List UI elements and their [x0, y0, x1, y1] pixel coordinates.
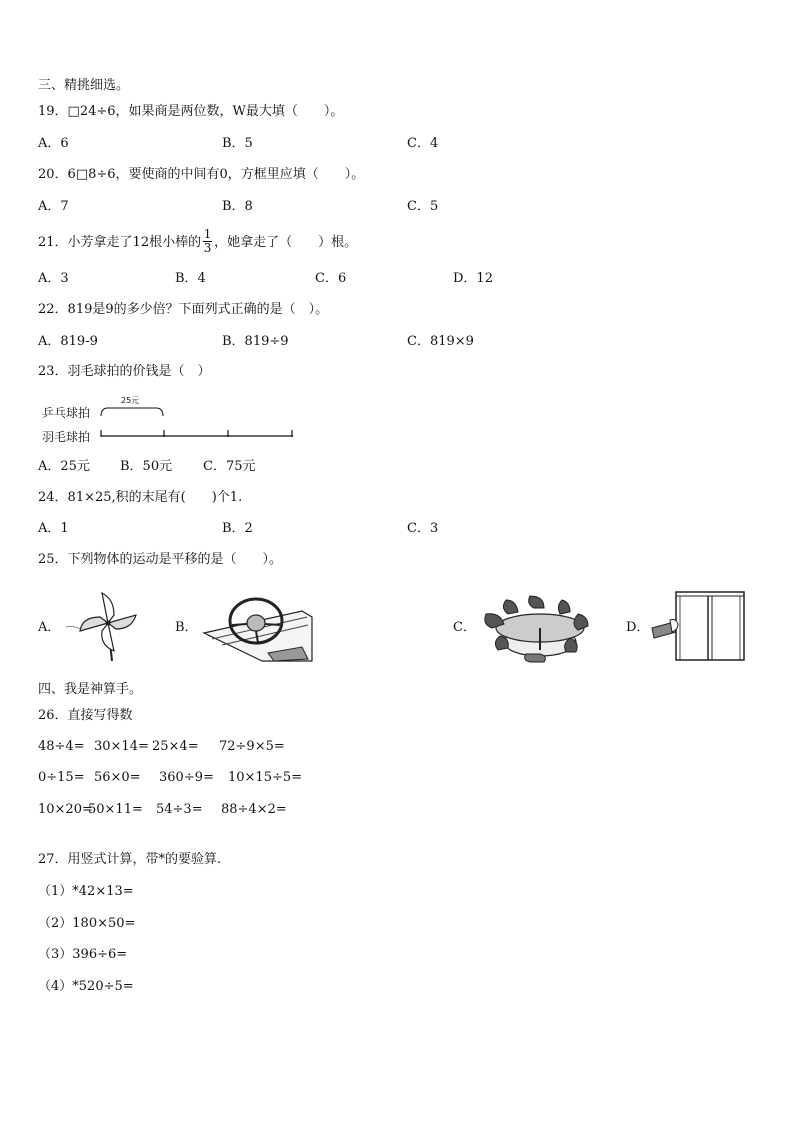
section-title: 四、我是神算手。 [38, 682, 143, 697]
q20-option-c: C．5 [407, 199, 439, 214]
q19-option-a: A．6 [38, 136, 69, 151]
q21-option-a: A．3 [38, 271, 69, 286]
calc-item: 360÷9= [159, 770, 214, 785]
vertical-calc-item: （3）396÷6= [38, 947, 128, 962]
q25-option-d: D． [626, 620, 650, 635]
section-title: 三、精挑细选。 [38, 78, 130, 93]
vertical-calc-item: （1）*42×13= [38, 884, 134, 899]
question-22: 22．819是9的多少倍？下面列式正确的是（ ）。 [38, 302, 329, 317]
q23-option-a: A．25元 [38, 459, 90, 474]
calc-item: 88÷4×2= [221, 802, 287, 817]
calc-item: 54÷3= [156, 802, 203, 817]
vertical-calc-item: （4）*520÷5= [38, 979, 134, 994]
question-19: 19．□24÷6，如果商是两位数，W最大填（ ）。 [38, 104, 344, 119]
q23-option-b: B．50元 [120, 459, 173, 474]
steering-wheel-icon [202, 593, 314, 663]
question-24: 24．81×25,积的末尾有( )个1. [38, 490, 243, 505]
fraction-one-third [203, 228, 212, 255]
question-21 [38, 229, 357, 256]
q21-option-d: D．12 [453, 271, 493, 286]
q23-option-c: C．75元 [203, 459, 256, 474]
calc-item: 25×4= [152, 739, 199, 754]
q22-option-b: B．819÷9 [222, 334, 289, 349]
q25-option-a: A． [38, 620, 61, 635]
q20-option-a: A．7 [38, 199, 69, 214]
calc-item: 56×0= [94, 770, 141, 785]
calc-item: 30×14= [94, 739, 149, 754]
pinwheel-icon [62, 585, 140, 663]
calc-item: 50×11= [88, 802, 143, 817]
calc-item: 48÷4= [38, 739, 85, 754]
carousel-icon [478, 592, 600, 664]
vertical-calc-item: （2）180×50= [38, 916, 136, 931]
q21-stem-end: ，她拿走了（ ）根。 [214, 235, 358, 250]
question-27: 27．用竖式计算，带*的要验算. [38, 852, 222, 867]
line-segment-diagram [98, 392, 298, 442]
diagram-label-pingpong: 乒乓球拍 [42, 406, 91, 420]
calc-item: 72÷9×5= [219, 739, 285, 754]
q24-option-b: B．2 [222, 521, 253, 536]
brace-label: 25元 [121, 396, 140, 405]
q19-option-c: C．4 [407, 136, 439, 151]
diagram-label-badminton: 羽毛球拍 [42, 430, 91, 444]
question-23: 23．羽毛球拍的价钱是（ ） [38, 364, 211, 379]
pingpong-brace [101, 408, 163, 416]
q21-stem-start: 21．小芳拿走了12根小棒的 [38, 235, 202, 250]
question-26: 26．直接写得数 [38, 708, 133, 723]
q25-option-b: B． [175, 620, 198, 635]
q24-option-a: A．1 [38, 521, 69, 536]
q22-option-c: C．819×9 [407, 334, 474, 349]
calc-item: 0÷15= [38, 770, 85, 785]
calc-item: 10×20= [38, 802, 93, 817]
q21-option-b: B．4 [175, 271, 206, 286]
calc-item: 10×15÷5= [228, 770, 303, 785]
q20-option-b: B．8 [222, 199, 253, 214]
question-25: 25．下列物体的运动是平移的是（ ）。 [38, 552, 283, 567]
q25-option-c: C． [453, 620, 476, 635]
q24-option-c: C．3 [407, 521, 439, 536]
q21-option-c: C．6 [315, 271, 347, 286]
sliding-window-icon [648, 586, 748, 662]
fraction-numerator: 1 [203, 227, 212, 241]
q19-option-b: B．5 [222, 136, 253, 151]
fraction-denominator: 3 [203, 241, 212, 255]
q22-option-a: A．819-9 [38, 334, 98, 349]
question-20: 20．6□8÷6，要使商的中间有0，方框里应填（ ）。 [38, 167, 365, 182]
